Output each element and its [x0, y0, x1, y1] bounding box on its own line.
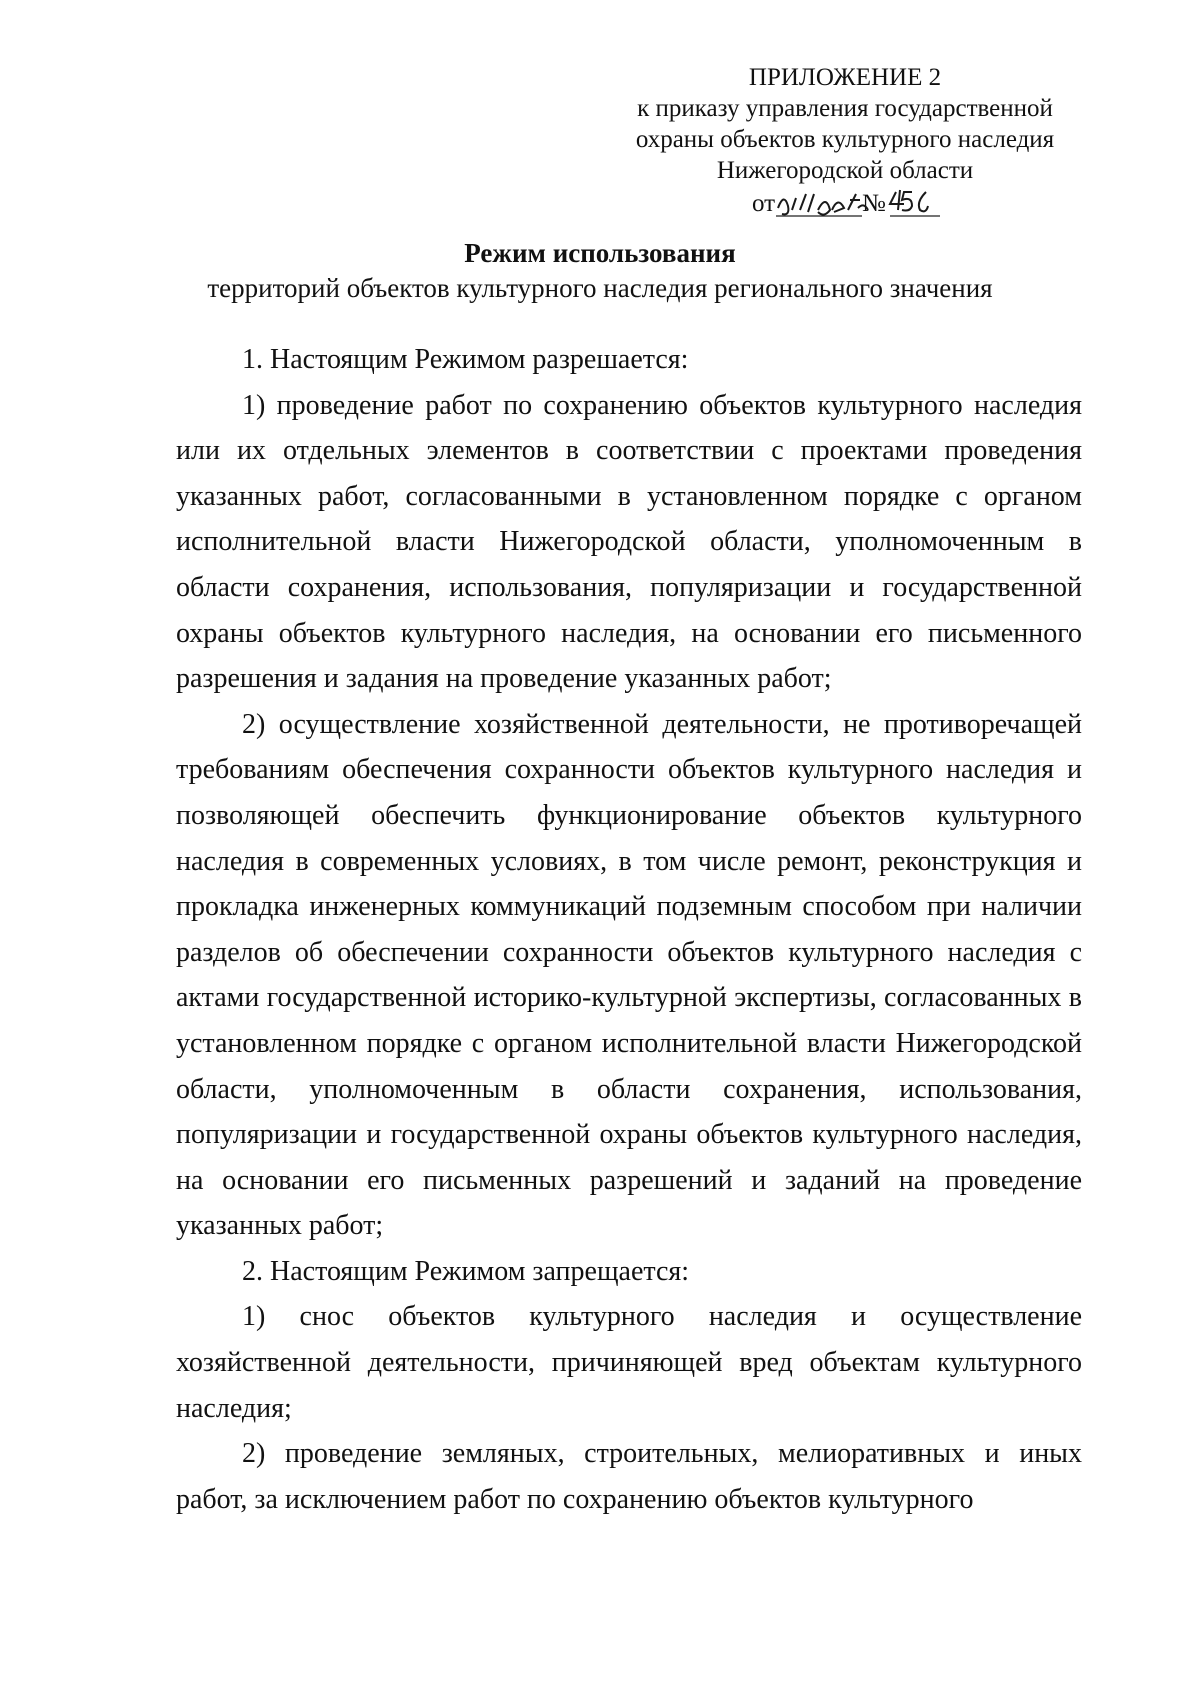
- handwritten-date-number: [600, 186, 1090, 220]
- document-title: Режим использования: [464, 238, 736, 268]
- appendix-line-1: к приказу управления государственной: [637, 95, 1053, 122]
- section-2-item-1: 1) снос объектов культурного наследия и осуществление хозяйственной деятельности, причиняющей вред объектам культурного наследия;: [176, 1301, 1082, 1424]
- section-1-heading: 1. Настоящим Режимом разрешается:: [242, 344, 689, 375]
- appendix-label: ПРИЛОЖЕНИЕ 2: [748, 64, 942, 91]
- appendix-line-3: Нижегородской области: [716, 157, 974, 184]
- document-title-block: [100, 236, 1100, 306]
- from-label: от: [752, 190, 776, 217]
- section-2-item-2: 2) проведение земляных, строительных, мелиоративных и иных работ, за исключением работ по сохранению объектов культурного: [176, 1438, 1082, 1515]
- document-body: [176, 337, 1082, 1522]
- document-subtitle: территорий объектов культурного наследия регионального значения: [207, 273, 993, 303]
- appendix-line-2: охраны объектов культурного наследия: [635, 126, 1055, 153]
- number-label: №: [862, 190, 886, 217]
- section-1-item-1: 1) проведение работ по сохранению объектов культурного наследия или их отдельных элементов в соответствии с проектами проведения указанных работ, согласованными в установленном порядке с органом исполнительной власти Нижегородской области, уполномоченным в области сохранения, использования, популяризации и государственной охраны объектов культурного наследия, на основании его письменного разрешения и задания на проведение указанных работ;: [176, 389, 1082, 695]
- section-1-item-2: 2) осуществление хозяйственной деятельности, не противоречащей требованиям обеспечения сохранности объектов культурного наследия и позволяющей обеспечить функционирование объектов культурного наследия в современных условиях, в том числе ремонт, реконструкция и прокладка инженерных коммуникаций подземным способом при наличии разделов об обеспечении сохранности объектов культурного наследия с актами государственной историко-культурной экспертизы, согласованных в установленном порядке с органом исполнительной власти Нижегородской области, уполномоченным в области сохранения, использования, популяризации и государственной охраны объектов культурного наследия, на основании его письменных разрешений и заданий на проведение указанных работ;: [176, 708, 1082, 1242]
- section-2-heading: 2. Настоящим Режимом запрещается:: [242, 1255, 690, 1287]
- appendix-header: [600, 62, 1090, 220]
- order-date-number-line: [600, 186, 1090, 220]
